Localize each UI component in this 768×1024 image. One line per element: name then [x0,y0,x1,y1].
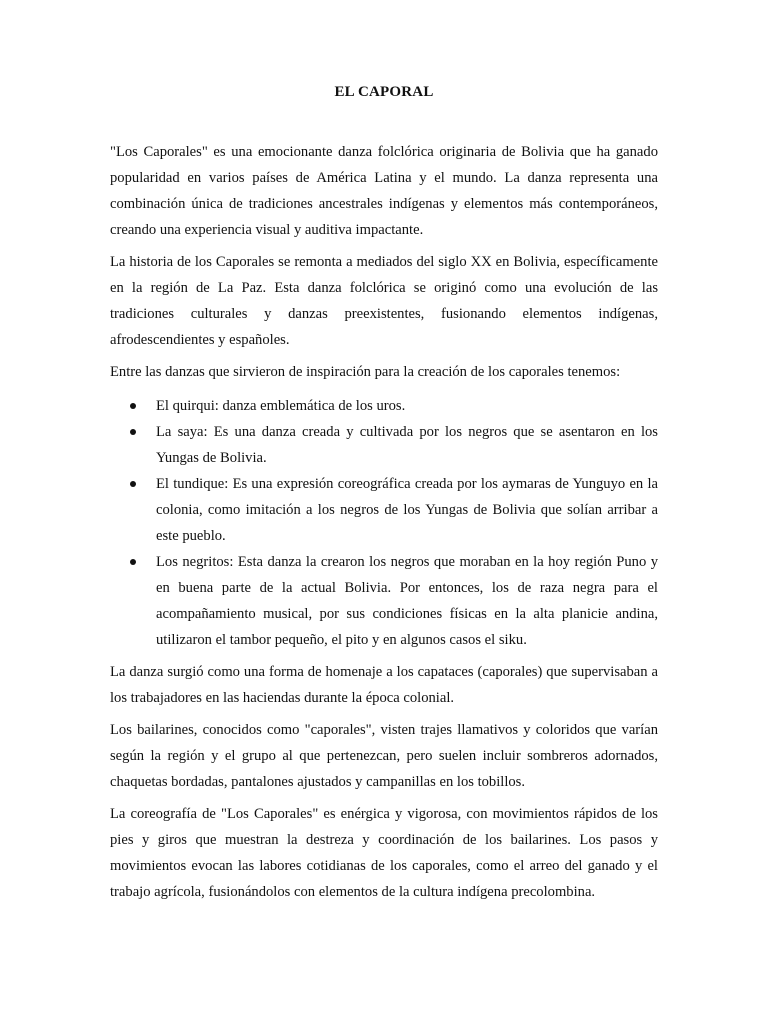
paragraph-origin: La danza surgió como una forma de homenaje a los capataces (caporales) que supervisaban a los trabajadores en las haciendas durante la época colonial. [110,664,658,706]
paragraph-history: La historia de los Caporales se remonta a mediados del siglo XX en Bolivia, específicamente en la región de La Paz. Esta danza folclórica se originó como una evolución de las tradiciones culturales y danzas preexistentes, fusionando elementos indígenas, afrodescendientes y españoles. [110,254,658,348]
bullet-icon [130,481,136,487]
list-item [110,419,658,471]
bullet-icon [130,559,136,565]
inspiration-dance-list [110,393,658,653]
list-item [110,549,658,653]
paragraph-inspiration-lead: Entre las danzas que sirvieron de inspiración para la creación de los caporales tenemos: [110,364,621,380]
paragraph-choreography: La coreografía de "Los Caporales" es enérgica y vigorosa, con movimientos rápidos de los pies y giros que muestran la destreza y coordinación de los bailarines. Los pasos y movimientos evocan las labores cotidianas de los caporales, como el arreo del ganado y el trabajo agrícola, fusionándolos con elementos de la cultura indígena precolombina. [110,806,658,900]
paragraph-intro: "Los Caporales" es una emocionante danza folclórica originaria de Bolivia que ha ganado popularidad en varios países de América Latina y el mundo. La danza representa una combinación única de tradiciones ancestrales indígenas y elementos más contemporáneos, creando una experiencia visual y auditiva impactante. [110,144,658,238]
document-title: EL CAPORAL [334,84,434,100]
list-item-text: El quirqui: danza emblemática de los uros. [156,398,406,414]
document-body [110,139,658,911]
list-item-text: Los negritos: Esta danza la crearon los negros que moraban en la hoy región Puno y en buena parte de la actual Bolivia. Por entonces, los de raza negra para el acompañamiento musical, por sus condiciones físicas en la alta planicie andina, utilizaron el tambor pequeño, el pito y en algunos casos el siku. [156,554,658,648]
list-item [110,471,658,549]
list-item [110,393,658,419]
bullet-icon [130,403,136,409]
list-item-text: El tundique: Es una expresión coreográfica creada por los aymaras de Yunguyo en la colonia, como imitación a los negros de los Yungas de Bolivia que solían arribar a este pueblo. [156,476,658,544]
bullet-icon [130,429,136,435]
paragraph-costumes: Los bailarines, conocidos como "caporales", visten trajes llamativos y coloridos que varían según la región y el grupo al que pertenezcan, pero suelen incluir sombreros adornados, chaquetas bordadas, pantalones ajustados y campanillas en los tobillos. [110,722,658,790]
list-item-text: La saya: Es una danza creada y cultivada por los negros que se asentaron en los Yungas de Bolivia. [156,424,658,466]
